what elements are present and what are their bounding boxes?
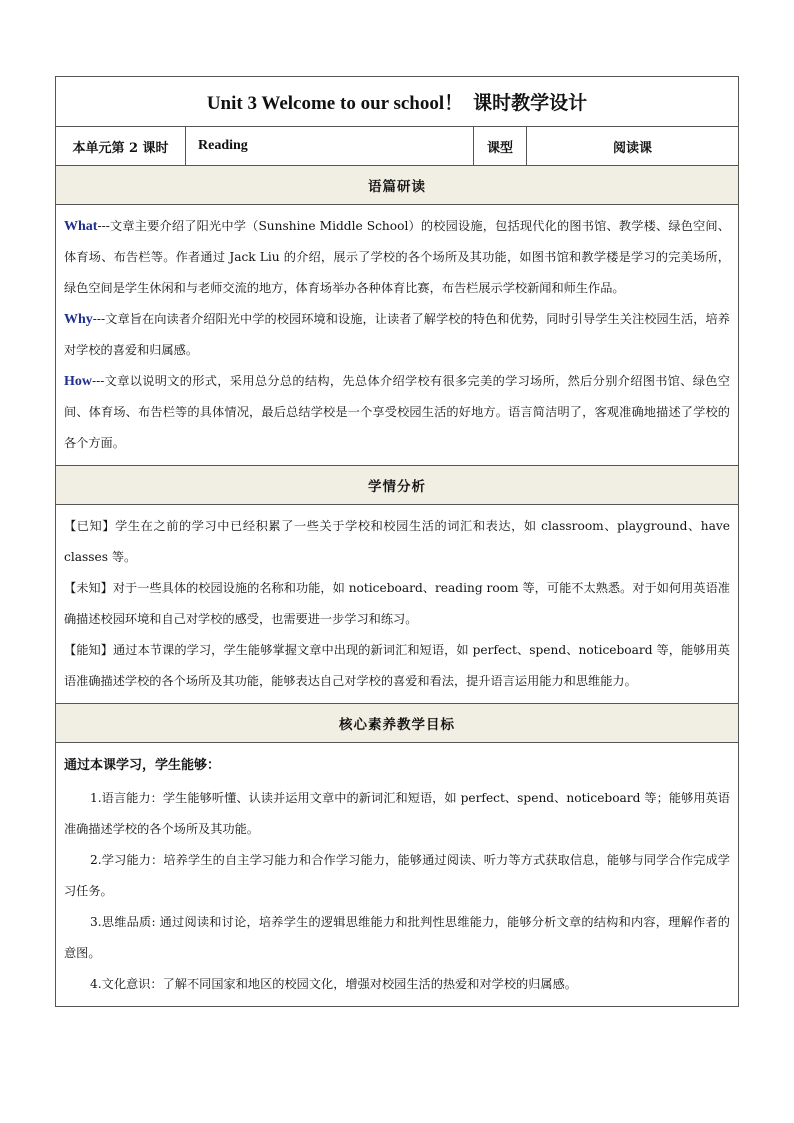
why-text: ---文章旨在向读者介绍阳光中学的校园环境和设施，让读者了解学校的特色和优势，同时引导学生关注校园生活，培养对学校的喜爱和归属感。 [64, 312, 730, 357]
what-label: What [64, 219, 98, 234]
able-paragraph: 【能知】通过本节课的学习，学生能够掌握文章中出现的新词汇和短语，如 perfect、spend、noticeboard 等，能够用英语准确描述学校的各个场所及其功能，能够表达自己对学校的喜爱和看法，提升语言运用能力和思维能力。 [64, 643, 730, 688]
lesson-meta-row [56, 127, 738, 166]
goal-item: 2.学习能力：培养学生的自主学习能力和合作学习能力，能够通过阅读、听力等方式获取信息，能够与同学合作完成学习任务。 [64, 853, 730, 898]
lesson-design-table [55, 76, 739, 1007]
how-text: ---文章以说明文的形式，采用总分总的结构，先总体介绍学校有很多完美的学习场所，然后分别介绍图书馆、绿色空间、体育场、布告栏等的具体情况，最后总结学校是一个享受校园生活的好地方。语言简洁明了，客观准确地描述了学校的各个方面。 [64, 374, 730, 450]
goal-item: 3.思维品质: 通过阅读和讨论，培养学生的逻辑思维能力和批判性思维能力，能够分析文章的结构和内容，理解作者的意图。 [64, 915, 730, 960]
goal-item: 1.语言能力：学生能够听懂、认读并运用文章中的新词汇和短语，如 perfect、spend、noticeboard 等；能够用英语准确描述学校的各个场所及其功能。 [64, 791, 730, 836]
section-heading-text-study: 语篇研读 [56, 166, 738, 205]
lesson-topic: Reading [186, 127, 474, 165]
goal-item: 4.文化意识：了解不同国家和地区的校园文化，增强对校园生活的热爱和对学校的归属感。 [90, 977, 577, 991]
learner-analysis-content [56, 505, 738, 704]
what-paragraph [64, 211, 730, 304]
how-label: How [64, 374, 92, 389]
how-paragraph [64, 366, 730, 459]
why-label: Why [64, 312, 93, 327]
what-text: ---文章主要介绍了阳光中学（Sunshine Middle School）的校园设施，包括现代化的图书馆、教学楼、绿色空间、体育场、布告栏等。作者通过 Jack Liu 的介绍，展示了学校的各个场所及其功能，如图书馆和教学楼是学习的完美场所，绿色空间是学生休闲和与老师交流的地方，体育场举办各种体育比赛，布告栏展示学校新闻和师生作品。 [64, 219, 730, 295]
section-heading-core-goals: 核心素养教学目标 [56, 704, 738, 743]
text-study-content [56, 205, 738, 466]
unit-title: Unit 3 Welcome to our school！ [206, 93, 464, 114]
lesson-type-value: 阅读课 [612, 140, 652, 156]
known-paragraph: 【已知】学生在之前的学习中已经积累了一些关于学校和校园生活的词汇和表达，如 classroom、playground、have classes 等。 [64, 519, 730, 564]
design-title: 课时教学设计 [473, 92, 588, 114]
section-heading-learner-analysis: 学情分析 [56, 466, 738, 505]
lesson-number: 本单元第 2 课时 [56, 127, 186, 165]
document-title [56, 77, 738, 127]
goals-intro: 通过本课学习，学生能够： [64, 758, 221, 773]
unknown-paragraph: 【未知】对于一些具体的校园设施的名称和功能，如 noticeboard、reading room 等，可能不太熟悉。对于如何用英语准确描述校园环境和自己对学校的感受，也需要进一步学习和练习。 [64, 581, 730, 626]
why-paragraph [64, 304, 730, 366]
core-goals-content [56, 743, 738, 1006]
lesson-type-label: 课型 [474, 127, 527, 165]
